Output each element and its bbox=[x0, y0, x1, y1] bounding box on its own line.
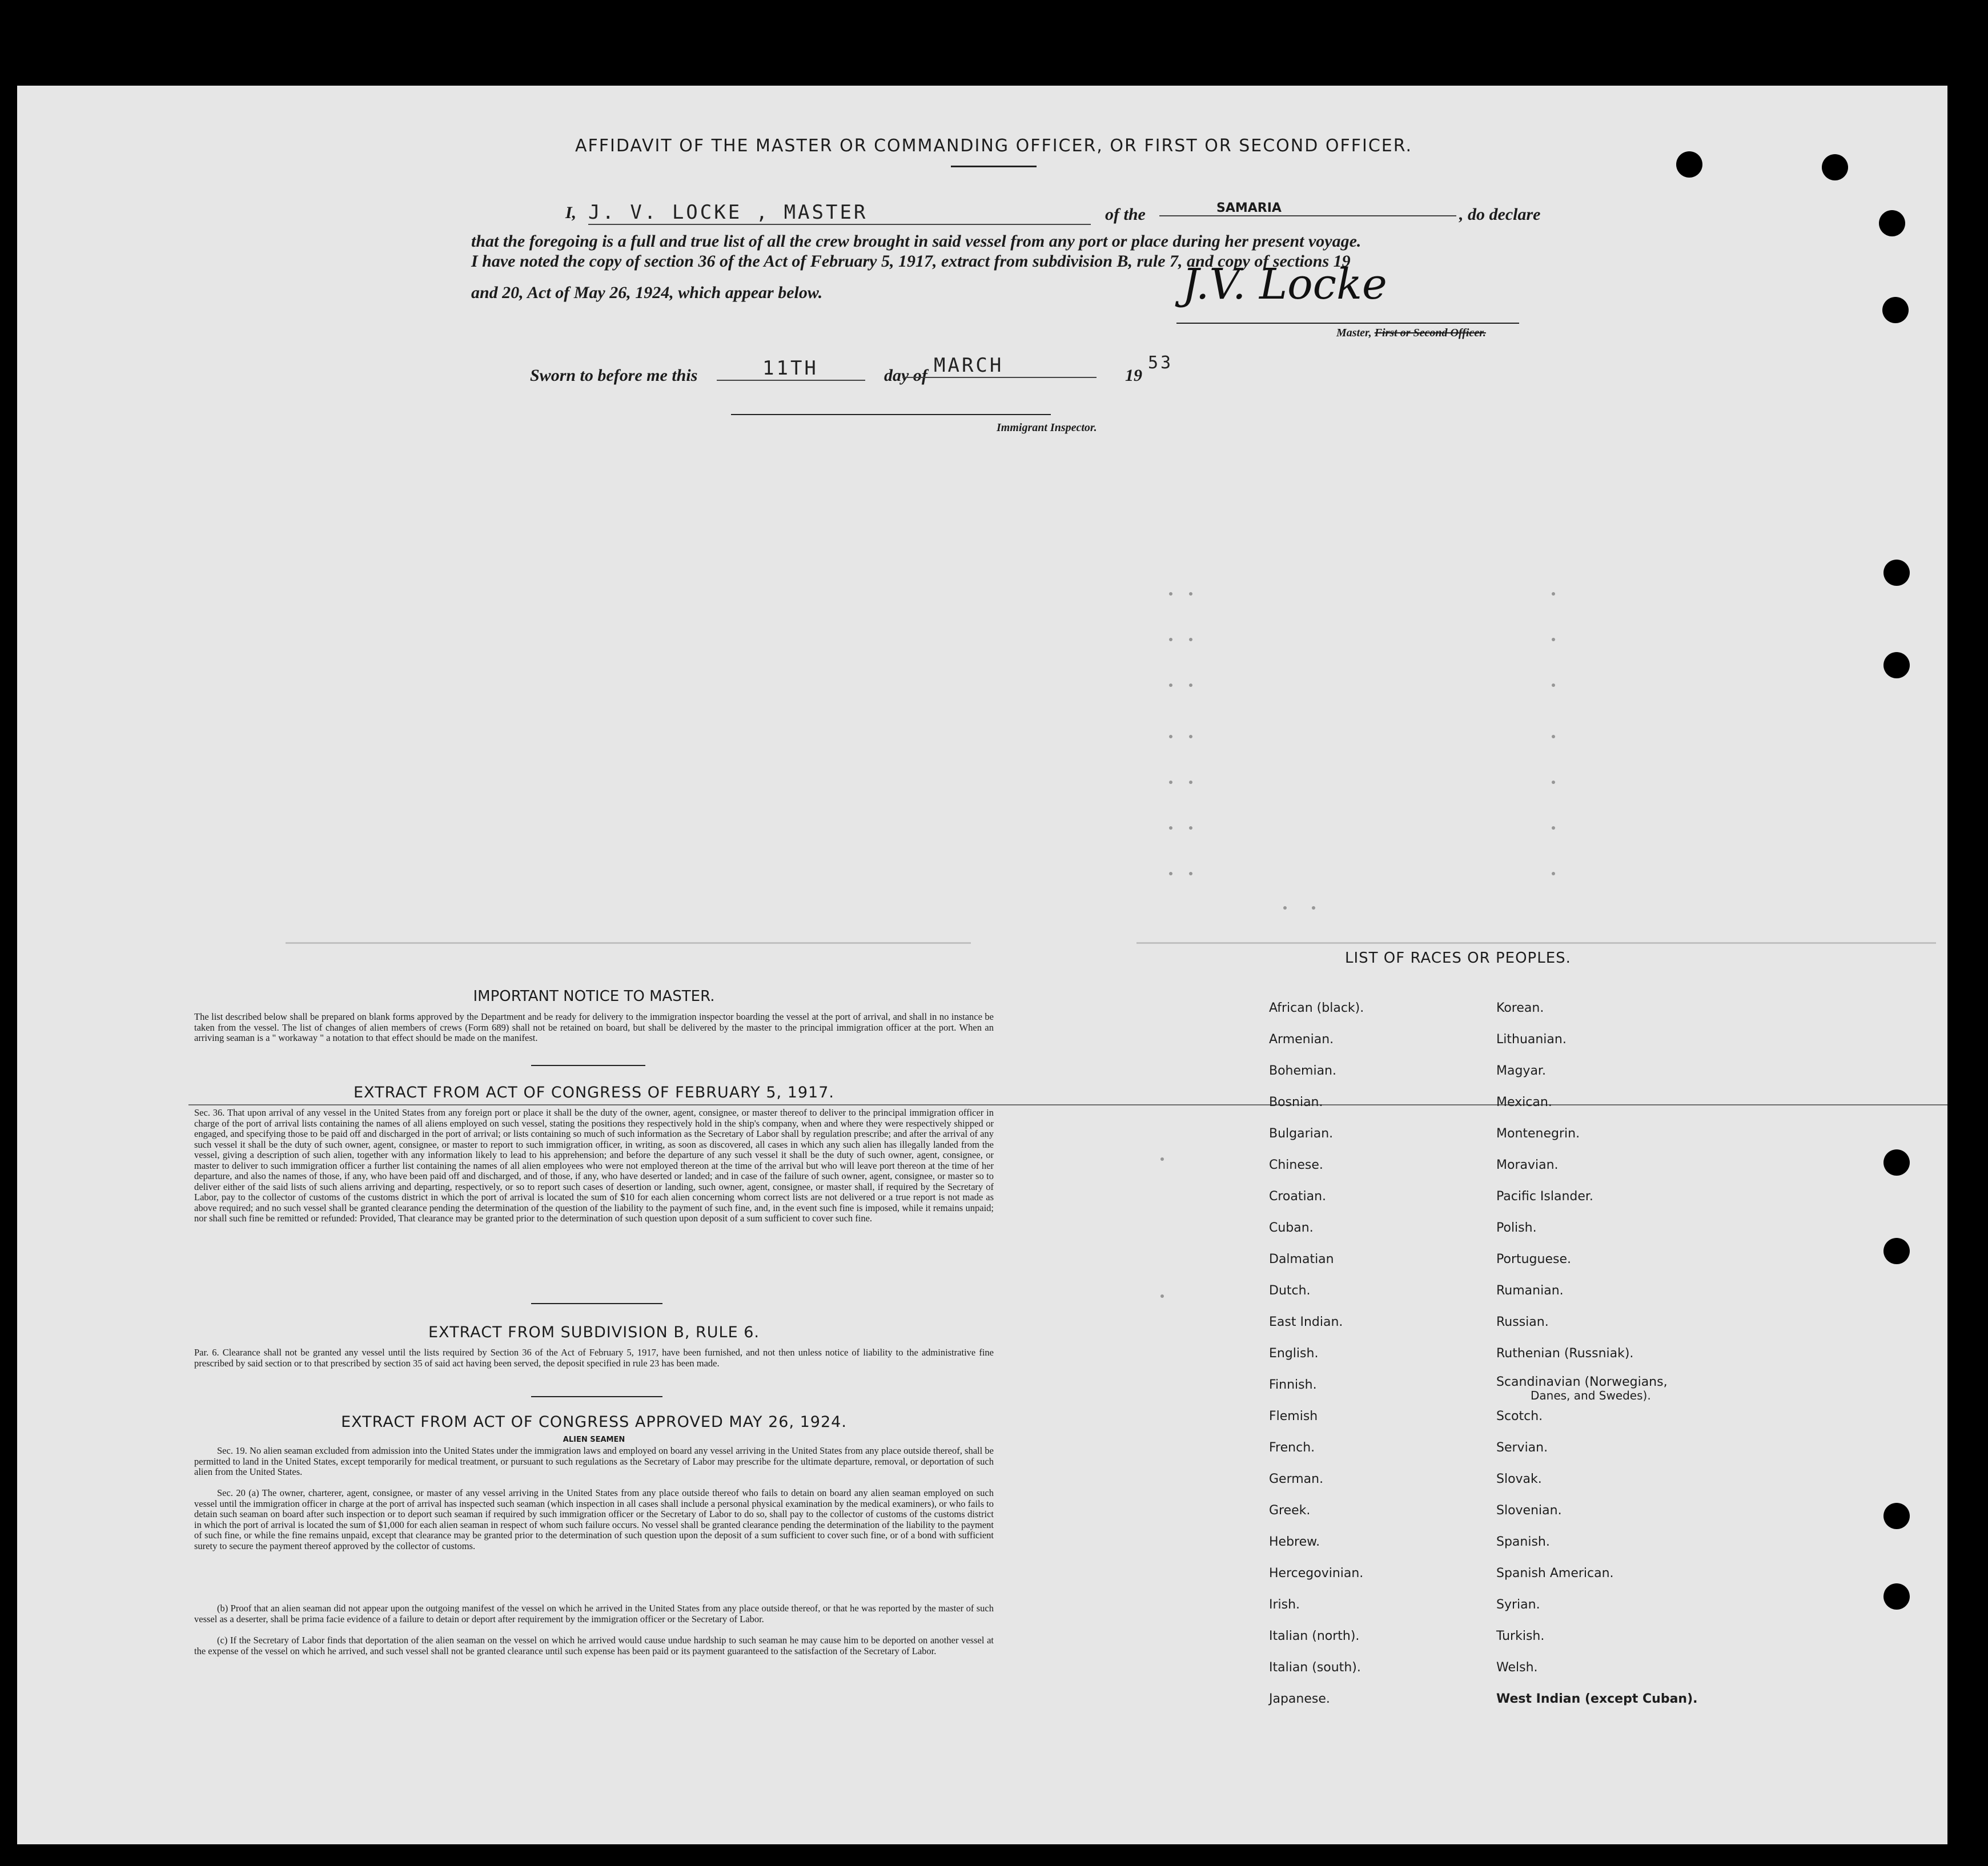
race-right-item: Korean. bbox=[1496, 1001, 1544, 1015]
affidavit-line-2: that the foregoing is a full and true list of all the crew brought in said vessel from any port or place during her present voyage. bbox=[471, 232, 1362, 251]
sworn-day-field: 11TH bbox=[717, 357, 865, 381]
race-right-item: Scandinavian (Norwegians, bbox=[1496, 1375, 1668, 1389]
race-left-item: Dalmatian bbox=[1269, 1252, 1334, 1266]
vessel-name-field: SAMARIA bbox=[1159, 201, 1456, 216]
race-right-item: Welsh. bbox=[1496, 1660, 1538, 1675]
race-right-item: Rumanian. bbox=[1496, 1284, 1564, 1298]
race-right-item: Lithuanian. bbox=[1496, 1032, 1567, 1047]
master-signature: J.V. Locke bbox=[1182, 260, 1387, 309]
punch-hole bbox=[1676, 151, 1702, 178]
extract-1917-heading: EXTRACT FROM ACT OF CONGRESS OF FEBRUARY 5, 1917. bbox=[354, 1084, 834, 1101]
year-prefix: 19 bbox=[1125, 366, 1142, 385]
notice-heading: IMPORTANT NOTICE TO MASTER. bbox=[473, 988, 715, 1005]
race-left-item: Chinese. bbox=[1269, 1158, 1323, 1172]
race-left-item: Hercegovinian. bbox=[1269, 1566, 1364, 1581]
race-left-item: Italian (north). bbox=[1269, 1629, 1360, 1643]
race-left-item: Croatian. bbox=[1269, 1189, 1327, 1204]
sec-20c-text: (c) If the Secretary of Labor finds that deportation of the alien seaman on the vessel on which he arrived would cause undue hardship to such seaman he may cause him to be deported on another vessel at the expense of the vessel on which he arrived, and such vessel shall not be granted clearance until such expense has been paid or its payment guaranteed to the satisfaction of the Secretary of Labor. bbox=[194, 1635, 994, 1656]
race-right-item: Magyar. bbox=[1496, 1064, 1546, 1078]
race-right-item: Russian. bbox=[1496, 1315, 1549, 1329]
punch-hole bbox=[1879, 210, 1905, 236]
race-left-item: Irish. bbox=[1269, 1598, 1300, 1612]
master-name-field: J. V. LOCKE , MASTER bbox=[588, 201, 1091, 225]
affidavit-line-4: and 20, Act of May 26, 1924, which appear below. bbox=[471, 283, 823, 302]
sworn-month-field: MARCH bbox=[902, 354, 1097, 378]
affidavit-line-3: I have noted the copy of section 36 of the Act of February 5, 1917, extract from subdivision B, rule 7, and copy of sections 19 bbox=[471, 252, 1351, 271]
race-right-item: Scotch. bbox=[1496, 1409, 1543, 1423]
sec-20a-text: Sec. 20 (a) The owner, charterer, agent, consignee, or master of any vessel arriving in the United States from any place outside thereof who fails to detain on board any alien seaman employed on such vessel until the immigration officer in charge at the port of arrival has inspected such seaman (which inspection in all cases shall include a personal physical examination by the medical examiners), or who fails to detain such seaman on board after such inspection or to deport such seaman if required by such immigration officer or the Secretary of Labor to do so, shall pay to the collector of customs of the customs district in which the port of arrival is located the sum of $1,000 for each alien seaman in respect of whom such failure occurs. No vessel shall be granted clearance pending the determination of the liability to the payment of such fine, or while the fine remains unpaid, except that clearance may be granted prior to the determination of such question upon the deposit of a sum sufficient to cover such fine, or of a bond with sufficient surety to secure the payment thereof approved by the collector of customs. bbox=[194, 1487, 994, 1551]
subdivision-heading: EXTRACT FROM SUBDIVISION B, RULE 6. bbox=[428, 1324, 760, 1341]
race-left-item: Hebrew. bbox=[1269, 1535, 1320, 1549]
race-right-item: Moravian. bbox=[1496, 1158, 1559, 1172]
race-left-item: Bohemian. bbox=[1269, 1064, 1336, 1078]
sec-19-text: Sec. 19. No alien seaman excluded from admission into the United States under the immigration laws and employed on board any vessel arriving in the United States from any place outside thereof, shall be permitted to land in the United States, except temporarily for medical treatment, or pursuant to such regulations as the Secretary of Labor may prescribe for the ultimate departure, removal, or deportation of such alien from the United States. bbox=[194, 1445, 994, 1477]
race-left-item: Japanese. bbox=[1269, 1692, 1330, 1706]
race-right-item: Spanish. bbox=[1496, 1535, 1550, 1549]
punch-hole bbox=[1883, 560, 1910, 586]
sec-20b-text: (b) Proof that an alien seaman did not appear upon the outgoing manifest of the vessel on which he arrived in the United States from any place outside thereof, or that he was reported by the master of such vessel as a deserter, shall be prima facie evidence of a failure to detain or deport after requirement by the immigration officer or the Secretary of Labor. bbox=[194, 1603, 994, 1624]
race-left-item: Bosnian. bbox=[1269, 1095, 1323, 1109]
struck-officer-label: First or Second Officer. bbox=[1374, 327, 1486, 339]
extract-1924-heading: EXTRACT FROM ACT OF CONGRESS APPROVED MAY 26, 1924. bbox=[341, 1413, 847, 1431]
extract-1917-rule bbox=[531, 1303, 662, 1304]
race-right-item: Portuguese. bbox=[1496, 1252, 1571, 1266]
punch-hole bbox=[1883, 652, 1910, 678]
year-suffix: 53 bbox=[1148, 353, 1174, 373]
day-of-label: day of bbox=[884, 366, 927, 385]
race-right-item: Servian. bbox=[1496, 1441, 1548, 1455]
race-left-item: English. bbox=[1269, 1346, 1319, 1361]
race-left-item: French. bbox=[1269, 1441, 1315, 1455]
affidavit-heading: AFFIDAVIT OF THE MASTER OR COMMANDING OFFICER, OR FIRST OR SECOND OFFICER. bbox=[575, 136, 1413, 156]
race-right-item: Polish. bbox=[1496, 1221, 1537, 1235]
race-left-item: East Indian. bbox=[1269, 1315, 1343, 1329]
punch-hole bbox=[1883, 1503, 1910, 1529]
punch-hole bbox=[1882, 297, 1909, 323]
affidavit-i-label: I, bbox=[565, 203, 577, 222]
race-right-item: Montenegrin. bbox=[1496, 1127, 1580, 1141]
race-left-item: African (black). bbox=[1269, 1001, 1364, 1015]
of-the-label: of the bbox=[1105, 205, 1146, 224]
alien-seamen-subheading: ALIEN SEAMEN bbox=[563, 1435, 625, 1444]
race-right-item: Syrian. bbox=[1496, 1598, 1540, 1612]
race-right-item: Ruthenian (Russniak). bbox=[1496, 1346, 1634, 1361]
master-label: Master, bbox=[1336, 327, 1372, 339]
punch-hole bbox=[1822, 154, 1848, 180]
race-left-item: Flemish bbox=[1269, 1409, 1318, 1423]
race-left-item: Bulgarian. bbox=[1269, 1127, 1334, 1141]
sworn-label: Sworn to before me this bbox=[530, 366, 698, 385]
inspector-label: Immigrant Inspector. bbox=[997, 421, 1097, 434]
race-right-item: Pacific Islander. bbox=[1496, 1189, 1593, 1204]
race-right-item: Turkish. bbox=[1496, 1629, 1545, 1643]
extract-1917-body: Sec. 36. That upon arrival of any vessel in the United States from any foreign port or place it shall be the duty of the owner, agent, consignee, or master thereof to deliver to the principal immigration officer in charge of the port of arrival lists containing the names of all aliens employed on such vessel, stating the positions they respectively hold in the ship's company, when and where they were respectively shipped or engaged, and specifying those to be paid off and discharged in the port of arrival; or lists containing so much of such information as the Secretary of Labor shall by regulation prescribe; and after the arrival of any such vessel it shall be the duty of such owner, agent, consignee, or master to report to such immigration officer, in writing, as soon as discovered, all cases in which any such alien has illegally landed from the vessel, giving a description of such alien, together with any information likely to lead to his apprehension; and before the departure of any such vessel it shall be the duty of such owner, agent, consignee, or master to deliver to such immigration officer a further list containing the names of all alien employees who were not employed thereon at the time of the arrival but who will leave port thereon at the time of her departure, and also the names of those, if any, who have been paid off and discharged, and of those, if any, who have deserted or landed; and in case of the failure of such owner, agent, consignee, or master so to deliver either of the said lists of such aliens arriving and departing, respectively, or so to report such cases of desertion or landing, such owner, agent, consignee, or master shall, if required by the Secretary of Labor, pay to the collector of customs of the customs district in which the port of arrival is located the sum of $10 for each alien concerning whom correct lists are not delivered or a true report is not made as above required; and no such vessel shall be granted clearance pending the determination of the question of the liability to the payment of such fine, and, in the event such fine is imposed, while it remains unpaid; nor shall such fine be remitted or refunded: Provided, That clearance may be granted prior to the determination of such question upon deposit of a sum sufficient to cover such fine. bbox=[194, 1107, 994, 1224]
punch-hole bbox=[1883, 1149, 1910, 1176]
notice-body: The list described below shall be prepared on blank forms approved by the Department and be ready for delivery to the immigration inspector boarding the vessel at the port of arrival, and shall in no instance be taken from the vessel. The list of changes of alien members of crews (Form 689) shall not be retained on board, but shall be delivered by the master to the principal immigration officer at the port. When an arriving seaman is a " workaway " a notation to that effect should be made on the manifest. bbox=[194, 1011, 994, 1043]
race-right-item: Mexican. bbox=[1496, 1095, 1552, 1109]
race-right-item: Spanish American. bbox=[1496, 1566, 1614, 1581]
races-heading: LIST OF RACES OR PEOPLES. bbox=[1345, 950, 1571, 967]
punch-hole bbox=[1883, 1238, 1910, 1264]
subdivision-body: Par. 6. Clearance shall not be granted any vessel until the lists required by Section 36 of the Act of February 5, 1917, have been furnished, and not then unless notice of liability to the administrative fine prescribed by said section or to that prescribed by section 35 of said act having been served, the deposit specified in rule 23 has been made. bbox=[194, 1347, 994, 1369]
race-left-item: Greek. bbox=[1269, 1503, 1311, 1518]
race-left-item: Cuban. bbox=[1269, 1221, 1314, 1235]
race-right-item: West Indian (except Cuban). bbox=[1496, 1692, 1698, 1706]
race-right-item: Slovenian. bbox=[1496, 1503, 1562, 1518]
punch-hole bbox=[1883, 1583, 1910, 1610]
notice-rule bbox=[531, 1065, 645, 1066]
race-left-item: Dutch. bbox=[1269, 1284, 1311, 1298]
race-left-item: Italian (south). bbox=[1269, 1660, 1361, 1675]
race-right-continuation: Danes, and Swedes). bbox=[1531, 1389, 1651, 1402]
race-right-item: Slovak. bbox=[1496, 1472, 1542, 1486]
race-left-item: Armenian. bbox=[1269, 1032, 1334, 1047]
race-left-item: Finnish. bbox=[1269, 1378, 1317, 1392]
do-declare-label: , do declare bbox=[1459, 205, 1541, 224]
subdivision-rule bbox=[531, 1396, 662, 1397]
race-left-item: German. bbox=[1269, 1472, 1324, 1486]
